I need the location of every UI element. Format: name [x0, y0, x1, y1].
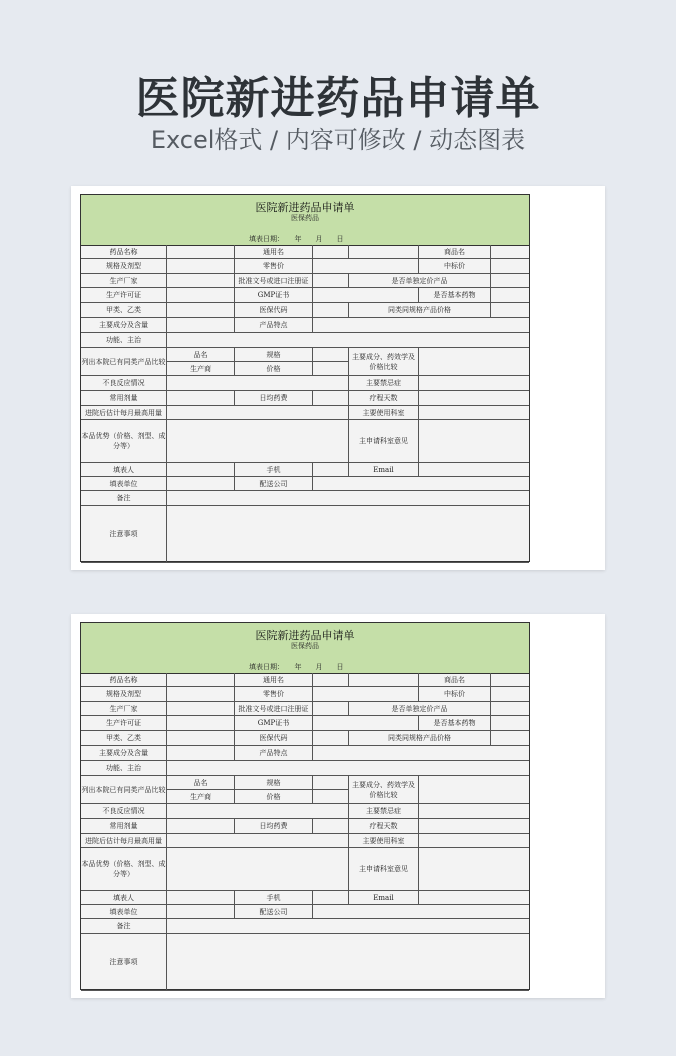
main-ingredient-label: 主要成分及含量: [81, 746, 167, 761]
adverse-value[interactable]: [167, 376, 349, 391]
email-value[interactable]: [419, 891, 529, 905]
form-title: 医院新进药品申请单: [255, 629, 355, 642]
same-spec-label: 同类同规格产品价格: [349, 303, 491, 318]
single-source-value[interactable]: [491, 274, 529, 288]
prod-price-value[interactable]: [313, 362, 349, 376]
drug-name-value[interactable]: [167, 673, 235, 687]
adverse-label: 不良反应情况: [81, 804, 167, 819]
manufacturer-value[interactable]: [167, 274, 235, 288]
form-date: 填表日期： 年 月 日: [249, 235, 344, 243]
filler-label: 填表人: [81, 891, 167, 905]
course-value[interactable]: [419, 391, 529, 406]
drug-name-label: 药品名称: [81, 245, 167, 259]
dept-value[interactable]: [419, 406, 529, 420]
dosage-value[interactable]: [167, 819, 235, 834]
dept-label: 主要使用科室: [349, 834, 419, 848]
features-value[interactable]: [313, 746, 529, 761]
spec-value[interactable]: [167, 687, 235, 702]
daily-cost-value[interactable]: [313, 391, 349, 406]
dept-value[interactable]: [419, 834, 529, 848]
insurance-code-value[interactable]: [313, 731, 349, 746]
retail-price-value[interactable]: [313, 687, 419, 702]
single-source-label: 是否单独定价产品: [349, 274, 491, 288]
insurance-code-label: 医保代码: [235, 303, 313, 318]
single-source-value[interactable]: [491, 702, 529, 716]
prod-spec-value[interactable]: [313, 348, 349, 362]
monthly-max-label: 进院后估计每月最高用量: [81, 834, 167, 848]
pad[interactable]: [349, 673, 419, 687]
remark-value[interactable]: [167, 491, 529, 506]
form-subtitle: 医保药品: [291, 214, 319, 222]
daily-cost-value[interactable]: [313, 819, 349, 834]
monthly-max-value[interactable]: [167, 834, 349, 848]
unit-value[interactable]: [167, 477, 235, 491]
features-value[interactable]: [313, 318, 529, 333]
generic-name-label: 通用名: [235, 245, 313, 259]
notes-label: 注意事项: [81, 934, 167, 991]
preview-card-1: [71, 186, 605, 570]
same-spec-value[interactable]: [491, 303, 529, 318]
monthly-max-label: 进院后估计每月最高用量: [81, 406, 167, 420]
prod-maker-label: 生产商: [167, 790, 235, 804]
phone-value[interactable]: [313, 463, 349, 477]
license-value[interactable]: [167, 716, 235, 731]
manufacturer-label: 生产厂家: [81, 274, 167, 288]
director-value[interactable]: [419, 420, 529, 463]
main-ingredient-value[interactable]: [167, 746, 235, 761]
function-label: 功能、主治: [81, 761, 167, 776]
essential-value[interactable]: [491, 288, 529, 303]
director-label: 主申请科室意见: [349, 420, 419, 463]
advantages-label: 本品优势（价格、剂型、成分等）: [81, 848, 167, 891]
email-label: Email: [349, 463, 419, 477]
insurance-code-label: 医保代码: [235, 731, 313, 746]
dosage-label: 常用剂量: [81, 819, 167, 834]
license-label: 生产许可证: [81, 288, 167, 303]
form-sheet: [80, 622, 530, 990]
form-title: 医院新进药品申请单: [255, 201, 355, 214]
banner-subtitle: Excel格式 / 内容可修改 / 动态图表: [150, 126, 526, 154]
trade-name-label: 商品名: [419, 245, 491, 259]
course-value[interactable]: [419, 819, 529, 834]
gmp-value[interactable]: [313, 716, 419, 731]
form-header: [81, 195, 529, 246]
function-label: 功能、主治: [81, 333, 167, 348]
same-spec-value[interactable]: [491, 731, 529, 746]
generic-name-value[interactable]: [313, 673, 349, 687]
filler-value[interactable]: [167, 463, 235, 477]
prod-spec-label: 规格: [235, 348, 313, 362]
gmp-value[interactable]: [313, 288, 419, 303]
essential-value[interactable]: [491, 716, 529, 731]
approval-no-value[interactable]: [313, 274, 349, 288]
email-value[interactable]: [419, 463, 529, 477]
form-header: [81, 623, 529, 674]
features-label: 产品特点: [235, 746, 313, 761]
category-label: 甲类、乙类: [81, 731, 167, 746]
retail-price-label: 零售价: [235, 687, 313, 702]
same-spec-label: 同类同规格产品价格: [349, 731, 491, 746]
daily-cost-label: 日均药费: [235, 819, 313, 834]
function-value[interactable]: [167, 333, 529, 348]
supplier-value[interactable]: [313, 477, 529, 491]
prod-spec-label: 规格: [235, 776, 313, 790]
compare-left-label: 列出本院已有同类产品比较: [81, 776, 167, 804]
taboo-value[interactable]: [419, 804, 529, 819]
email-label: Email: [349, 891, 419, 905]
director-label: 主申请科室意见: [349, 848, 419, 891]
dept-label: 主要使用科室: [349, 406, 419, 420]
compare-right-value[interactable]: [419, 348, 529, 376]
retail-price-label: 零售价: [235, 259, 313, 274]
form-subtitle: 医保药品: [291, 642, 319, 650]
spec-label: 规格及剂型: [81, 259, 167, 274]
supplier-value[interactable]: [313, 905, 529, 919]
manufacturer-label: 生产厂家: [81, 702, 167, 716]
advantages-value[interactable]: [167, 420, 349, 463]
form-sheet: [80, 194, 530, 562]
remark-label: 备注: [81, 919, 167, 934]
approval-no-label: 批准文号或进口注册证: [235, 274, 313, 288]
license-label: 生产许可证: [81, 716, 167, 731]
phone-label: 手机: [235, 463, 313, 477]
trade-name-value[interactable]: [491, 673, 529, 687]
gmp-label: GMP证书: [235, 288, 313, 303]
compare-right-label: 主要成分、药效学及价格比较: [349, 776, 419, 804]
notes-value[interactable]: [167, 934, 529, 991]
remark-value[interactable]: [167, 919, 529, 934]
pad[interactable]: [349, 245, 419, 259]
spec-value[interactable]: [167, 259, 235, 274]
unit-label: 填表单位: [81, 477, 167, 491]
phone-value[interactable]: [313, 891, 349, 905]
adverse-label: 不良反应情况: [81, 376, 167, 391]
main-ingredient-value[interactable]: [167, 318, 235, 333]
prod-maker-label: 生产商: [167, 362, 235, 376]
supplier-label: 配送公司: [235, 905, 313, 919]
category-value[interactable]: [167, 731, 235, 746]
spec-label: 规格及剂型: [81, 687, 167, 702]
notes-value[interactable]: [167, 506, 529, 563]
unit-label: 填表单位: [81, 905, 167, 919]
compare-left-label: 列出本院已有同类产品比较: [81, 348, 167, 376]
form-date: 填表日期： 年 月 日: [249, 663, 344, 671]
compare-right-value[interactable]: [419, 776, 529, 804]
trade-name-value[interactable]: [491, 245, 529, 259]
advantages-value[interactable]: [167, 848, 349, 891]
trade-name-label: 商品名: [419, 673, 491, 687]
generic-name-label: 通用名: [235, 673, 313, 687]
manufacturer-value[interactable]: [167, 702, 235, 716]
main-ingredient-label: 主要成分及含量: [81, 318, 167, 333]
retail-price-value[interactable]: [313, 259, 419, 274]
single-source-label: 是否单独定价产品: [349, 702, 491, 716]
approval-no-label: 批准文号或进口注册证: [235, 702, 313, 716]
essential-label: 是否基本药物: [419, 716, 491, 731]
category-value[interactable]: [167, 303, 235, 318]
category-label: 甲类、乙类: [81, 303, 167, 318]
bid-price-label: 中标价: [419, 259, 491, 274]
taboo-label: 主要禁忌症: [349, 804, 419, 819]
gmp-label: GMP证书: [235, 716, 313, 731]
bid-price-value[interactable]: [491, 259, 529, 274]
prod-name-label: 品名: [167, 348, 235, 362]
drug-name-value[interactable]: [167, 245, 235, 259]
supplier-label: 配送公司: [235, 477, 313, 491]
monthly-max-value[interactable]: [167, 406, 349, 420]
advantages-label: 本品优势（价格、剂型、成分等）: [81, 420, 167, 463]
banner-title: 医院新进药品申请单: [135, 73, 541, 124]
prod-price-label: 价格: [235, 790, 313, 804]
course-label: 疗程天数: [349, 391, 419, 406]
unit-value[interactable]: [167, 905, 235, 919]
compare-right-label: 主要成分、药效学及价格比较: [349, 348, 419, 376]
essential-label: 是否基本药物: [419, 288, 491, 303]
bid-price-value[interactable]: [491, 687, 529, 702]
drug-name-label: 药品名称: [81, 673, 167, 687]
features-label: 产品特点: [235, 318, 313, 333]
generic-name-value[interactable]: [313, 245, 349, 259]
prod-price-value[interactable]: [313, 790, 349, 804]
prod-name-label: 品名: [167, 776, 235, 790]
filler-value[interactable]: [167, 891, 235, 905]
bid-price-label: 中标价: [419, 687, 491, 702]
license-value[interactable]: [167, 288, 235, 303]
dosage-value[interactable]: [167, 391, 235, 406]
prod-price-label: 价格: [235, 362, 313, 376]
taboo-value[interactable]: [419, 376, 529, 391]
daily-cost-label: 日均药费: [235, 391, 313, 406]
dosage-label: 常用剂量: [81, 391, 167, 406]
insurance-code-value[interactable]: [313, 303, 349, 318]
preview-card-2: [71, 614, 605, 998]
function-value[interactable]: [167, 761, 529, 776]
prod-spec-value[interactable]: [313, 776, 349, 790]
adverse-value[interactable]: [167, 804, 349, 819]
phone-label: 手机: [235, 891, 313, 905]
approval-no-value[interactable]: [313, 702, 349, 716]
course-label: 疗程天数: [349, 819, 419, 834]
remark-label: 备注: [81, 491, 167, 506]
director-value[interactable]: [419, 848, 529, 891]
taboo-label: 主要禁忌症: [349, 376, 419, 391]
filler-label: 填表人: [81, 463, 167, 477]
notes-label: 注意事项: [81, 506, 167, 563]
